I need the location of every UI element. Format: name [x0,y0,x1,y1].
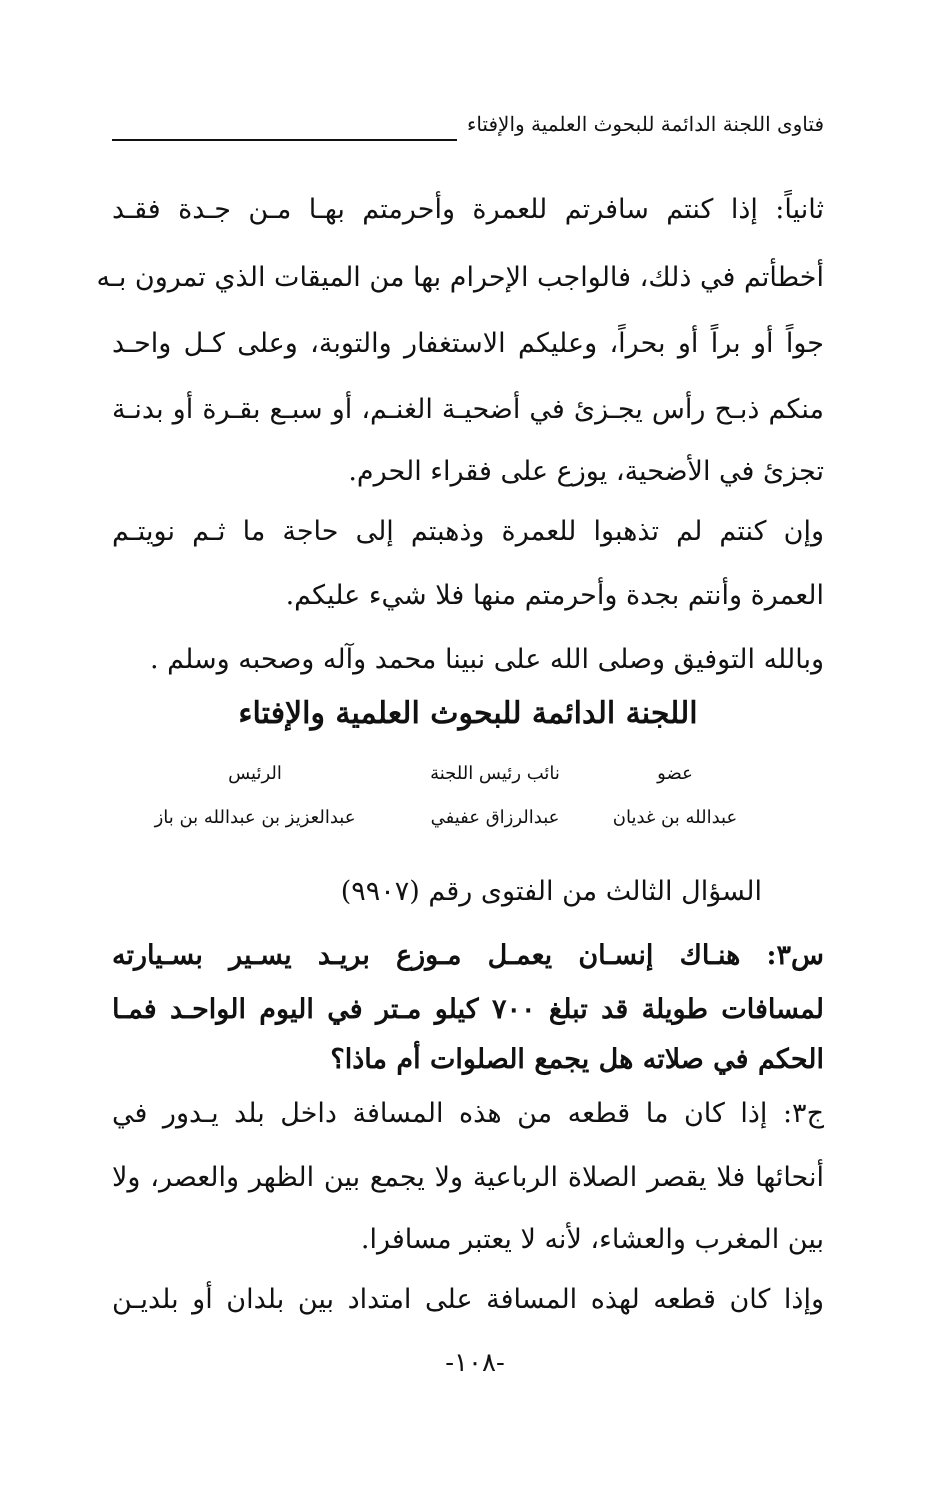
signature-president [150,752,360,840]
signature-name: عبدالرزاق عفيفي [430,807,560,828]
signature-role: نائب رئيس اللجنة [430,763,560,784]
signature-name: عبدالعزيز بن عبدالله بن باز [154,807,356,828]
answer-line: ج٣: إذا كان ما قطعه من هذه المسافة داخل بلد يـدور في [112,1098,824,1129]
signature-role: عضو [657,763,693,784]
signatures [150,752,750,842]
question-line: لمسافات طويلة قد تبلغ ٧٠٠ كيلو مـتر في اليوم الواحـد فمـا [112,994,825,1025]
header-rule [112,139,457,141]
answer-line: بين المغرب والعشاء، لأنه لا يعتبر مسافرا. [360,1224,824,1255]
body-line: وإن كنتم لم تذهبوا للعمرة وذهبتم إلى حاجة ما ثـم نويتـم [112,516,824,547]
fatwa-heading: السؤال الثالث من الفتوى رقم (٩٩٠٧) [340,876,762,907]
committee-title: اللجنة الدائمة للبحوث العلمية والإفتاء [238,696,698,731]
closing-line: وبالله التوفيق وصلى الله على نبينا محمد وآله وصحبه وسلم . [149,644,824,675]
question-line: الحكم في صلاته هل يجمع الصلوات أم ماذا؟ [330,1044,824,1075]
body-line: منكم ذبـح رأس يجـزئ في أضحيـة الغنـم، أو سبـع بقـرة أو بدنـة [112,394,824,425]
answer-line: أنحائها فلا يقصر الصلاة الرباعية ولا يجمع بين الظهر والعصر، ولا [112,1162,824,1193]
body-line: العمرة وأنتم بجدة وأحرمتم منها فلا شيء عليكم. [285,580,824,611]
running-header [112,112,824,152]
body-line: ثانياً: إذا كنتم سافرتم للعمرة وأحرمتم بهـا مـن جـدة فقـد [112,194,824,225]
signature-vice-president [410,752,580,840]
signature-member [600,752,750,840]
signature-role: الرئيس [228,763,282,784]
signature-name: عبدالله بن غديان [612,807,738,828]
body-line: جواً أو براً أو بحراً، وعليكم الاستغفار والتوبة، وعلى كـل واحـد [112,328,824,359]
body-line: تجزئ في الأضحية، يوزع على فقراء الحرم. [348,456,824,487]
running-header-title: فتاوى اللجنة الدائمة للبحوث العلمية والإفتاء [466,112,824,136]
question-line: س٣: هنـاك إنسـان يعمـل مـوزع بريـد يسـير بسـيارته [112,940,824,971]
body-line: أخطأتم في ذلك، فالواجب الإحرام بها من الميقات الذي تمرون بـه [96,262,824,293]
page-number: -١٠٨- [445,1348,505,1378]
answer-line: وإذا كان قطعه لهذه المسافة على امتداد بين بلدان أو بلديـن [112,1284,824,1315]
